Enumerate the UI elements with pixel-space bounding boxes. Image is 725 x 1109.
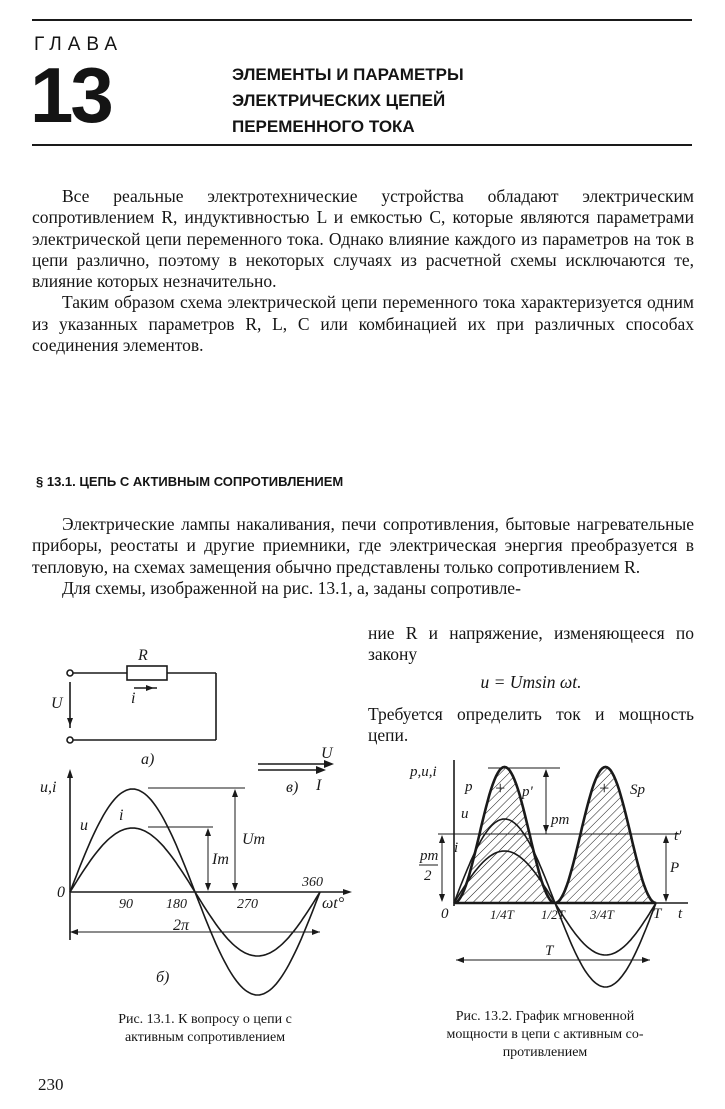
section-paragraph-1: Электрические лампы накаливания, печи сопротивления, бытовые нагревательные приборы, реостаты и другие приемники, где электрическая энергия преобразуется в тепловую, на схемах замещения обычно представлены только сопротивлением R. <box>32 514 694 577</box>
label-pm2-den: 2 <box>424 868 432 884</box>
caption-13-1-line-2: активным сопротивлением <box>124 1030 286 1045</box>
caption-13-1 <box>40 1011 370 1047</box>
label-p: p <box>465 779 473 795</box>
label-Im: Im <box>212 851 229 868</box>
tick-three-quarter-T: 3/4T <box>590 907 614 922</box>
label-t-prime: t' <box>674 828 682 844</box>
caption-13-2 <box>400 1008 690 1062</box>
caption-13-2-line-1: Рис. 13.2. График мгновенной <box>455 1009 635 1024</box>
header-bottom-rule <box>32 144 692 146</box>
tick-quarter-T: 1/4T <box>490 907 514 922</box>
label-U: U <box>51 695 63 712</box>
label-p-prime: p' <box>522 784 533 800</box>
tick-180: 180 <box>166 897 187 912</box>
page-number: 230 <box>38 1075 64 1094</box>
label-zero-2: 0 <box>441 906 449 922</box>
label-plus-1: + <box>494 778 507 798</box>
label-b: б) <box>156 969 170 986</box>
chapter-title-line-3: ПЕРЕМЕННОГО ТОКА <box>232 117 415 136</box>
label-pm2-num: pm <box>420 848 439 864</box>
label-a: a) <box>141 751 155 768</box>
label-Um: Um <box>242 831 266 848</box>
label-wt: ωt° <box>322 895 345 912</box>
label-t-axis: t <box>678 906 683 922</box>
tick-half-T: 1/2T <box>541 907 565 922</box>
label-u-curve: u <box>80 817 88 834</box>
section-paragraph-3: Требуется определить ток и мощность цепи. <box>368 704 694 746</box>
figure-13-2 <box>398 748 703 1000</box>
label-ui-axis: u,i <box>40 779 57 796</box>
section-paragraph-2-cont: ние R и напряжение, изменяющееся по закону <box>368 623 694 665</box>
chapter-title-line-1: ЭЛЕМЕНТЫ И ПАРАМЕТРЫ <box>232 65 464 84</box>
intro-paragraph-1: Все реальные электротехнические устройства обладают электрическим сопротивлением R, индуктивностью L и емкостью C, которые являются параметрами электрической цепи переменного тока. Однако влияние каждого из параметров на ток в цепи различно, поэтому в некоторых случаях из расчетной схемы исключаются те, влияние которых незначительно. <box>32 186 694 292</box>
chapter-label: ГЛАВА <box>34 34 124 55</box>
label-2pi: 2π <box>173 917 190 934</box>
chapter-title <box>232 62 464 140</box>
label-i-curve-2: i <box>454 840 459 856</box>
label-R: R <box>138 647 148 664</box>
label-u-curve-2: u <box>461 806 469 822</box>
caption-13-2-line-3: противлением <box>502 1045 588 1060</box>
section-heading: § 13.1. ЦЕПЬ С АКТИВНЫМ СОПРОТИВЛЕНИЕМ <box>36 474 344 489</box>
label-v: в) <box>286 779 299 796</box>
label-T-span: T <box>545 943 554 959</box>
label-vector-U: U <box>321 745 333 762</box>
terminal-top <box>67 670 73 676</box>
label-P: P <box>670 860 680 876</box>
label-pui-axis: p,u,i <box>410 764 437 780</box>
label-pm: pm <box>551 812 570 828</box>
tick-270: 270 <box>237 897 258 912</box>
section-text <box>32 514 694 599</box>
formula: u = Umsin ωt. <box>480 672 582 692</box>
intro-text <box>32 186 694 356</box>
intro-paragraph-2: Таким образом схема электрической цепи переменного тока характеризуется одним из указанных параметров R, L, C или комбинацией их при различных способах соединения элементов. <box>32 292 694 356</box>
tick-90: 90 <box>119 897 133 912</box>
chapter-title-line-2: ЭЛЕКТРИЧЕСКИХ ЦЕПЕЙ <box>232 91 446 110</box>
label-vector-I: I <box>316 777 322 794</box>
chapter-number: 13 <box>30 51 111 139</box>
top-rule <box>32 19 692 21</box>
tick-360: 360 <box>302 875 323 890</box>
tick-T: T <box>653 906 662 922</box>
figure-13-1 <box>30 640 365 1005</box>
label-plus-2: + <box>598 778 611 798</box>
caption-13-1-line-1: Рис. 13.1. К вопросу о цепи с <box>118 1012 292 1027</box>
label-Sp: Sp <box>630 782 645 798</box>
section-paragraph-2-start: Для схемы, изображенной на рис. 13.1, а, заданы сопротивле- <box>62 577 521 598</box>
label-i-top: i <box>131 690 136 707</box>
caption-13-2-line-2: мощности в цепи с активным со- <box>446 1027 644 1042</box>
label-zero: 0 <box>57 884 65 901</box>
label-i-curve: i <box>119 807 124 824</box>
terminal-bottom <box>67 737 73 743</box>
resistor <box>127 666 167 680</box>
